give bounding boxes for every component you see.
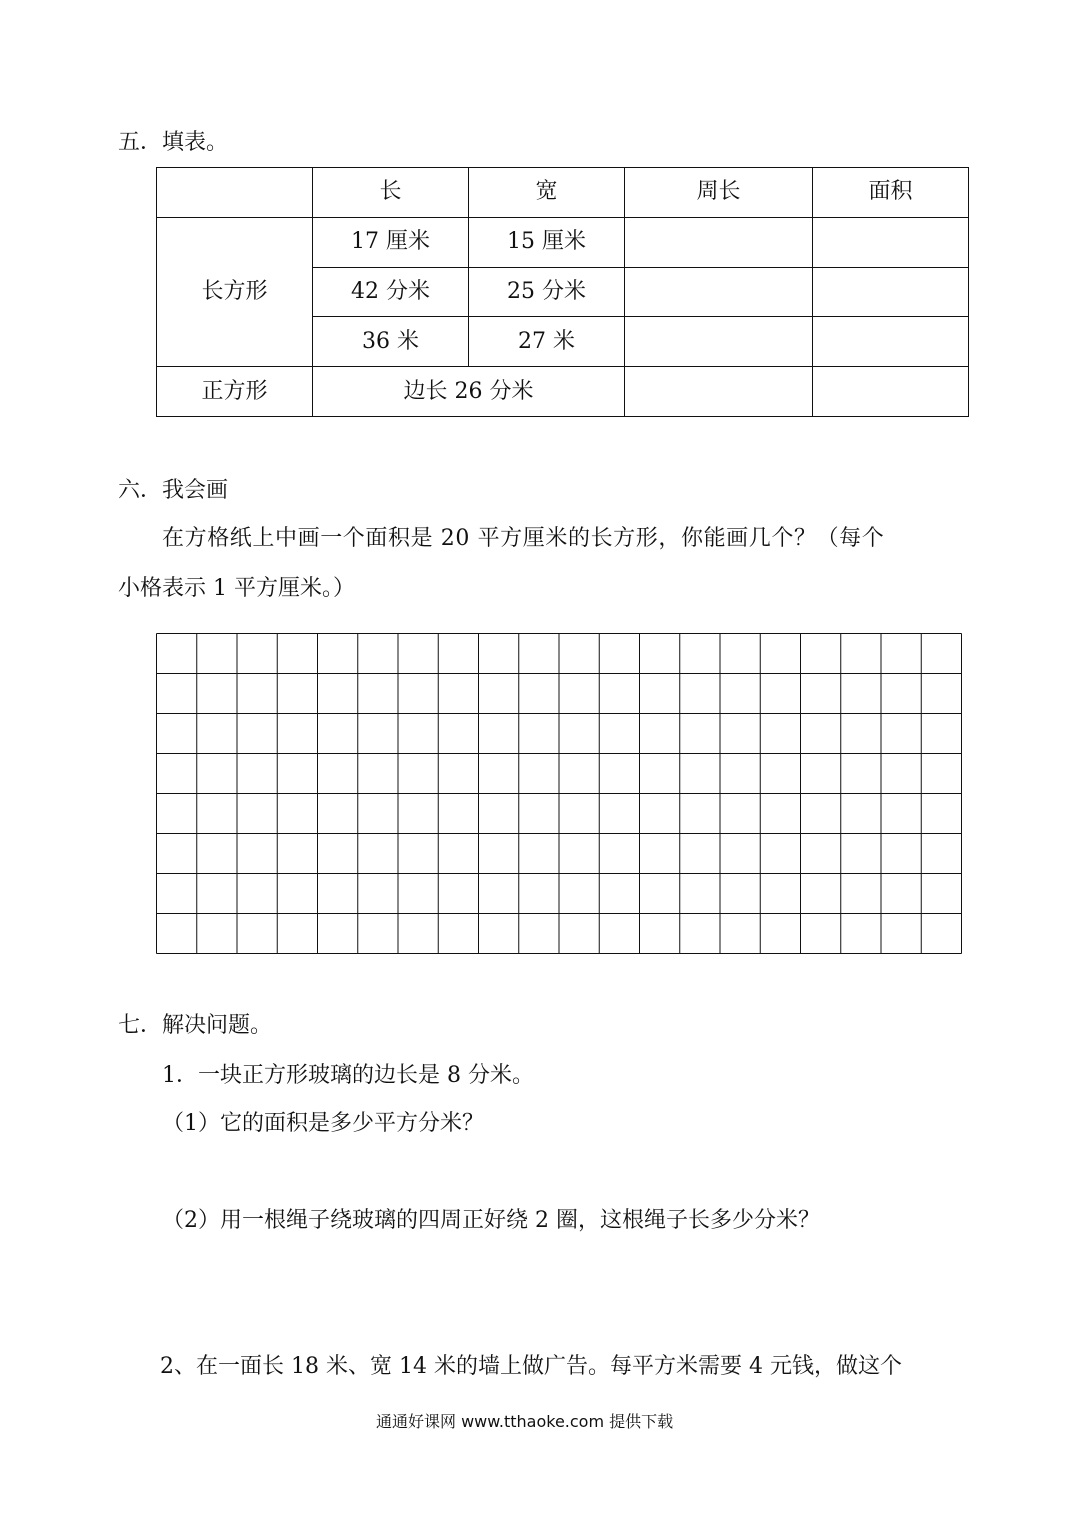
table-row	[157, 217, 969, 267]
square-label-cell: 正方形	[157, 367, 313, 417]
footer-credit: 通通好课网 www.tthaoke.com 提供下载	[376, 1412, 674, 1431]
header-cell-width: 宽	[469, 168, 625, 218]
rect-width-cell: 27 米	[469, 317, 625, 367]
section-7-title: 七．解决问题。	[118, 1013, 273, 1038]
section-6-instruction-line1: 在方格纸上中画一个面积是 20 平方厘米的长方形，你能画几个？（每个	[162, 526, 885, 551]
question-1-part-2: （2）用一根绳子绕玻璃的四周正好绕 2 圈，这根绳子长多少分米？	[162, 1208, 820, 1233]
square-side-cell: 边长 26 分米	[313, 367, 625, 417]
question-2: 2、在一面长 18 米、宽 14 米的墙上做广告。每平方米需要 4 元钱，做这个	[160, 1354, 902, 1379]
rect-width-cell: 25 分米	[469, 267, 625, 317]
section-5-title: 五．填表。	[118, 130, 229, 155]
section-6-title: 六．我会画	[118, 478, 229, 503]
header-cell-perimeter: 周长	[625, 168, 813, 218]
header-cell-blank	[157, 168, 313, 218]
area-answer-cell[interactable]	[813, 267, 969, 317]
table-header-row	[157, 168, 969, 218]
perimeter-answer-cell[interactable]	[625, 317, 813, 367]
header-cell-area: 面积	[813, 168, 969, 218]
rect-length-cell: 36 米	[313, 317, 469, 367]
area-answer-cell[interactable]	[813, 367, 969, 417]
rect-label-cell: 长方形	[157, 217, 313, 366]
rect-length-cell: 17 厘米	[313, 217, 469, 267]
rect-width-cell: 15 厘米	[469, 217, 625, 267]
graph-paper-grid[interactable]	[156, 633, 962, 955]
table-row	[157, 367, 969, 417]
header-cell-length: 长	[313, 168, 469, 218]
question-1: 1．一块正方形玻璃的边长是 8 分米。	[162, 1063, 534, 1088]
fill-in-table	[156, 167, 969, 417]
area-answer-cell[interactable]	[813, 317, 969, 367]
perimeter-answer-cell[interactable]	[625, 217, 813, 267]
perimeter-answer-cell[interactable]	[625, 367, 813, 417]
question-1-part-1: （1）它的面积是多少平方分米？	[162, 1111, 484, 1136]
rect-length-cell: 42 分米	[313, 267, 469, 317]
area-answer-cell[interactable]	[813, 217, 969, 267]
section-6-instruction-line2: 小格表示 1 平方厘米。）	[118, 576, 355, 601]
perimeter-answer-cell[interactable]	[625, 267, 813, 317]
